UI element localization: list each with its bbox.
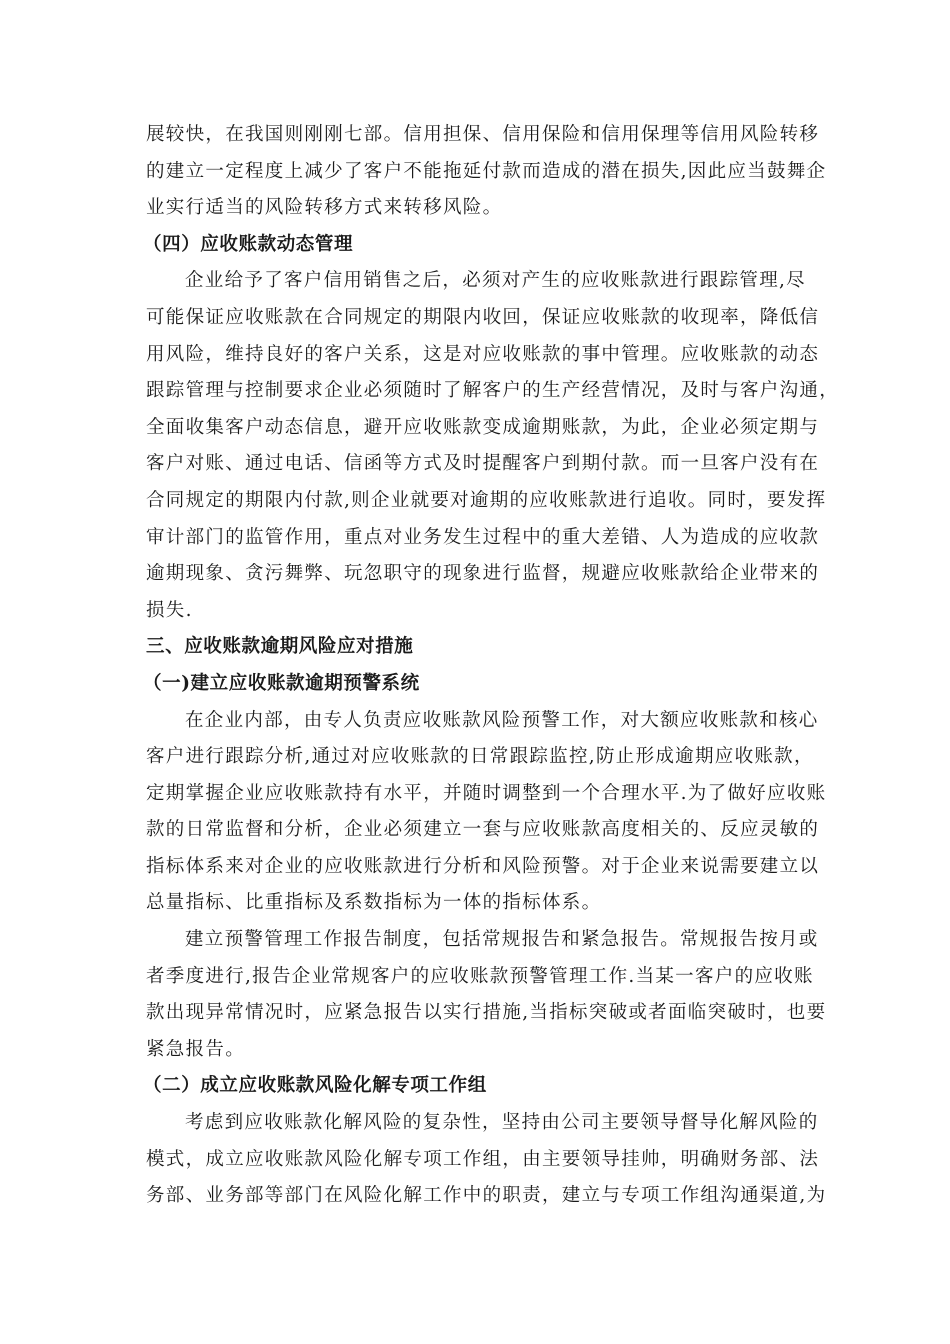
paragraph-line: 务部、业务部等部门在风险化解工作中的职责，建立与专项工作组沟通渠道,为 (146, 1185, 827, 1207)
paragraph-line: 款的日常监督和分析，企业必须建立一套与应收账款高度相关的、反应灵敏的 (146, 819, 820, 841)
section-heading-4: （四）应收账款动态管理 (143, 233, 354, 255)
paragraph-line: 指标体系来对企业的应收账款进行分析和风险预警。对于企业来说需要建立以 (146, 855, 820, 877)
paragraph-line: 展较快，在我国则刚刚七部。信用担保、信用保险和信用保理等信用风险转移 (146, 124, 820, 145)
paragraph-line: 全面收集客户动态信息，避开应收账款变成逾期账款，为此，企业必须定期与 (146, 416, 820, 438)
paragraph-line: 建立预警管理工作报告制度，包括常规报告和紧急报告。常规报告按月或 (185, 929, 819, 951)
paragraph-line: 者季度进行,报告企业常规客户的应收账款预警管理工作.当某一客户的应收账 (146, 965, 814, 987)
paragraph-line: 业实行适当的风险转移方式来转移风险。 (146, 197, 503, 219)
paragraph-line: 在企业内部，由专人负责应收账款风险预警工作，对大额应收账款和核心 (185, 709, 819, 731)
paragraph-line: 客户对账、通过电话、信函等方式及时提醒客户到期付款。而一旦客户没有在 (146, 453, 820, 475)
paragraph-line: 款出现异常情况时，应紧急报告以实行措施,当指标突破或者面临突破时，也要 (146, 1002, 827, 1024)
paragraph-line: 模式，成立应收账款风险化解专项工作组，由主要领导挂帅，明确财务部、法 (146, 1148, 820, 1170)
paragraph-line: 用风险，维持良好的客户关系，这是对应收账款的事中管理。应收账款的动态 (146, 343, 820, 365)
paragraph-line: 合同规定的期限内付款,则企业就要对逾期的应收账款进行追收。同时，要发挥 (146, 489, 827, 511)
paragraph-line: 跟踪管理与控制要求企业必须随时了解客户的生产经营情况，及时与客户沟通， (146, 380, 840, 402)
paragraph-line: 紧急报告。 (146, 1038, 246, 1060)
paragraph-line: 可能保证应收账款在合同规定的期限内收回，保证应收账款的收现率，降低信 (146, 306, 820, 328)
section-heading-1: （一)建立应收账款逾期预警系统 (143, 672, 420, 694)
paragraph-line: 定期掌握企业应收账款持有水平，并随时调整到一个合理水平.为了做好应收账 (146, 782, 827, 804)
paragraph-line: 考虑到应收账款化解风险的复杂性，坚持由公司主要领导督导化解风险的 (185, 1112, 819, 1134)
document-body (143, 117, 840, 1215)
paragraph-line: 总量指标、比重指标及系数指标为一体的指标体系。 (146, 892, 602, 914)
paragraph-line: 损失. (146, 599, 193, 621)
paragraph-line: 审计部门的监管作用，重点对业务发生过程中的重大差错、人为造成的应收款 (146, 526, 820, 548)
paragraph-line: 客户进行跟踪分析,通过对应收账款的日常跟踪监控,防止形成逾期应收账款， (146, 746, 814, 768)
paragraph-line: 企业给予了客户信用销售之后，必须对产生的应收账款进行跟踪管理,尽 (185, 270, 806, 292)
chapter-heading-3: 三、应收账款逾期风险应对措施 (146, 636, 414, 658)
paragraph-line: 逾期现象、贪污舞弊、玩忽职守的现象进行监督，规避应收账款给企业带来的 (146, 563, 820, 585)
paragraph-line: 的建立一定程度上减少了客户不能拖延付款而造成的潜在损失,因此应当鼓舞企 (146, 160, 827, 182)
section-heading-2: （二）成立应收账款风险化解专项工作组 (143, 1075, 487, 1097)
